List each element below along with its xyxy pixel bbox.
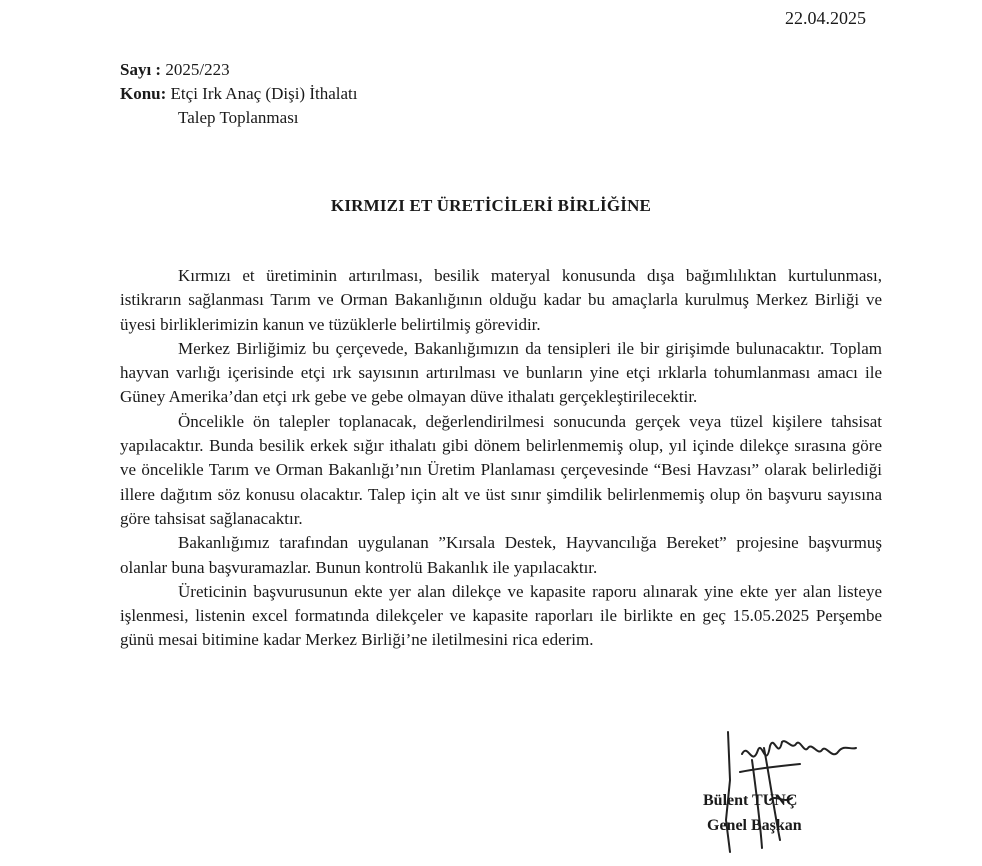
subject-line-1: Etçi Irk Anaç (Dişi) İthalatı — [170, 84, 358, 103]
signer-name: Bülent TUNÇ — [703, 792, 798, 809]
body-paragraph-1: Kırmızı et üretiminin artırılması, besilik materyal konusunda dışa bağımlılıktan kurtulunması, istikrarın sağlanması Tarım ve Orman Bakanlığının olduğu kadar bu amaçlarla kurulmuş Merkez Birliği ve üyesi birliklerimizin kanun ve tüzüklerle belirtilmiş görevidir. — [120, 266, 882, 334]
subject-label: Konu: — [120, 84, 167, 103]
reference-number-label: Sayı : — [120, 60, 162, 79]
body-paragraph-5: Üreticinin başvurusunun ekte yer alan dilekçe ve kapasite raporu alınarak yine ekte yer alan listeye işlenmesi, listenin excel formatında dilekçeler ve kapasite raporları ile birlikte en geç 15.05.2025 Perşembe günü mesai bitimine kadar Merkez Birliği’ne iletilmesini rica ederim. — [120, 581, 882, 650]
signer-title: Genel Başkan — [707, 817, 802, 834]
signer-block — [703, 788, 802, 838]
document-meta — [120, 58, 357, 130]
reference-number-value: 2025/223 — [165, 60, 230, 79]
document-date: 22.04.2025 — [785, 8, 866, 28]
subject-line-2: Talep Toplanması — [178, 108, 299, 127]
body-paragraph-4: Bakanlığımız tarafından uygulanan ”Kırsala Destek, Hayvancılığa Bereket” projesine başvurmuş olanlar buna başvuramazlar. Bunun kontrolü Bakanlık ile yapılacaktır. — [120, 533, 882, 577]
reference-number-row — [120, 58, 357, 82]
letter-body — [120, 264, 882, 653]
body-paragraph-2: Merkez Birliğimiz bu çerçevede, Bakanlığımızın da tensipleri ile bir girişimde bulunacaktır. Toplam hayvan varlığı içerisinde etçi ırk sayısının artırılması ve bunların yine etçi ırklarla tohumlanması amacı ile Güney Amerika’dan etçi ırk gebe ve gebe olmayan düve ithalatı gerçekleştirilecektir. — [120, 338, 882, 407]
subject-row — [120, 82, 357, 106]
body-paragraph-3: Öncelikle ön talepler toplanacak, değerlendirilmesi sonucunda gerçek veya tüzel kişilere tahsisat yapılacaktır. Bunda besilik erkek sığır ithalatı gibi dönem belirlenmemiş olup, yıl içinde dilekçe sırasına göre ve öncelikle Tarım ve Orman Bakanlığı’nın Üretim Planlaması çerçevesinde “Besi Havzası” olarak belirlediği illere dağıtım söz konusu olacaktır. Talep için alt ve üst sınır şimdilik belirlenmemiş olup ön başvuru sayısına göre tahsisat sağlanacaktır. — [120, 411, 882, 528]
addressee-heading: KIRMIZI ET ÜRETİCİLERİ BİRLİĞİNE — [330, 196, 652, 215]
